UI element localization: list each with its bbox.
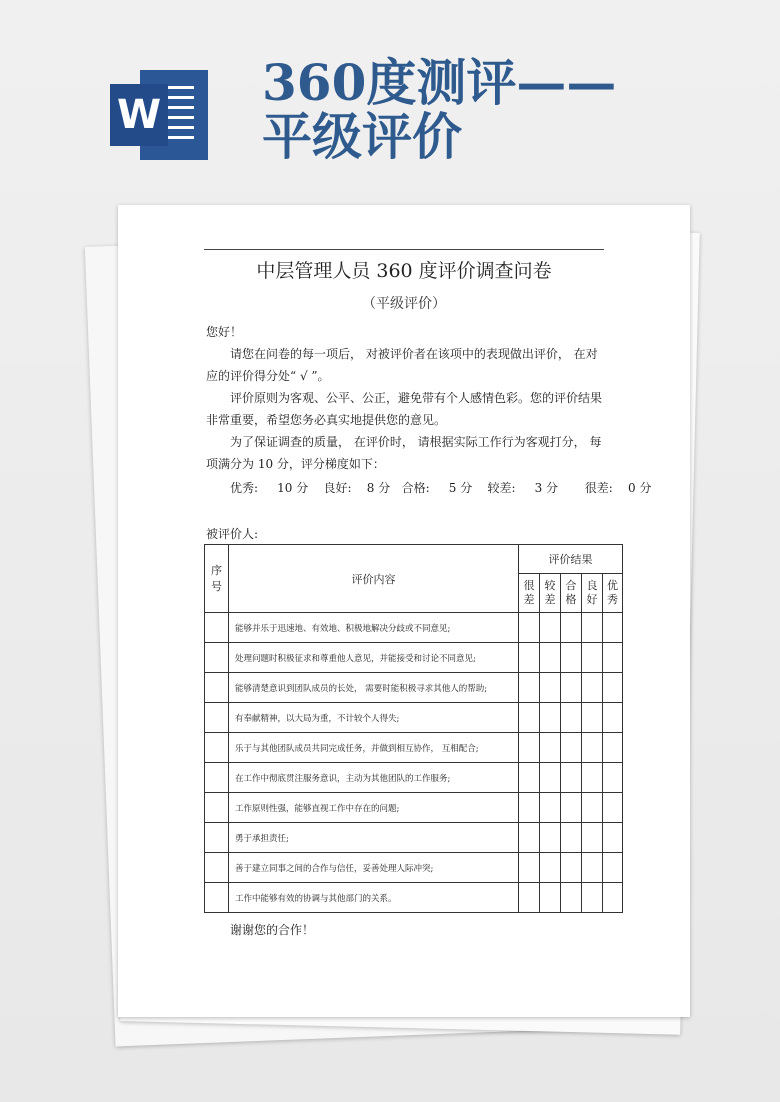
seq-cell [205, 703, 229, 733]
criterion-cell: 在工作中彻底贯注服务意识，主动为其他团队的工作服务; [229, 763, 519, 793]
score-cell[interactable] [561, 673, 582, 703]
grade-header: 较差 [540, 574, 561, 613]
score-cell[interactable] [582, 673, 603, 703]
score-scale: 优秀: 10 分 良好: 8 分 合格: 5 分 较差: 3 分 很差: 0 分 [230, 481, 652, 495]
score-cell[interactable] [582, 763, 603, 793]
table-row [205, 853, 623, 883]
seq-cell [205, 643, 229, 673]
criterion-cell: 有奉献精神，以大局为重，不计较个人得失; [229, 703, 519, 733]
greeting: 您好！ [206, 325, 243, 339]
score-cell[interactable] [540, 793, 561, 823]
criterion-cell: 工作原则性强，能够直视工作中存在的问题; [229, 793, 519, 823]
content-header: 评价内容 [229, 545, 519, 613]
seq-cell [205, 763, 229, 793]
score-cell[interactable] [540, 673, 561, 703]
word-icon [110, 70, 208, 160]
score-cell[interactable] [603, 673, 623, 703]
score-cell[interactable] [582, 613, 603, 643]
closing-text: 谢谢您的合作！ [230, 923, 315, 937]
page-title-line1: 360度测评—— [262, 53, 617, 112]
score-cell[interactable] [519, 673, 540, 703]
criterion-cell: 善于建立同事之间的合作与信任，妥善处理人际冲突; [229, 853, 519, 883]
score-cell[interactable] [540, 613, 561, 643]
score-cell[interactable] [519, 853, 540, 883]
score-cell[interactable] [603, 883, 623, 913]
criterion-cell: 处理问题时积极征求和尊重他人意见，并能接受和讨论不同意见; [229, 643, 519, 673]
score-cell[interactable] [603, 793, 623, 823]
score-cell[interactable] [540, 733, 561, 763]
table-row [205, 673, 623, 703]
grade-header: 优秀 [603, 574, 623, 613]
score-cell[interactable] [519, 883, 540, 913]
criterion-cell: 乐于与其他团队成员共同完成任务，并做到相互协作， 互相配合; [229, 733, 519, 763]
score-cell[interactable] [519, 763, 540, 793]
seq-cell [205, 793, 229, 823]
document-subtitle: （平级评价） [362, 296, 446, 312]
instruction-paragraph: 请您在问卷的每一项后， 对被评价者在该项中的表现做出评价， 在对应的评价得分处“ √ ”。 [206, 347, 598, 383]
score-cell[interactable] [519, 613, 540, 643]
score-cell[interactable] [540, 643, 561, 673]
criterion-cell: 能够并乐于迅速地、有效地、积极地解决分歧或不同意见; [229, 613, 519, 643]
scoring-paragraph: 为了保证调查的质量， 在评价时， 请根据实际工作行为客观打分， 每项满分为 10 分，评分梯度如下： [206, 435, 602, 471]
table-row [205, 733, 623, 763]
score-cell[interactable] [540, 763, 561, 793]
score-cell[interactable] [603, 613, 623, 643]
score-cell[interactable] [540, 853, 561, 883]
seq-header: 序号 [205, 545, 229, 613]
score-cell[interactable] [519, 823, 540, 853]
table-row [205, 823, 623, 853]
criterion-cell: 工作中能够有效的协调与其他部门的关系。 [229, 883, 519, 913]
score-cell[interactable] [603, 643, 623, 673]
seq-cell [205, 883, 229, 913]
score-cell[interactable] [561, 763, 582, 793]
score-cell[interactable] [540, 883, 561, 913]
score-cell[interactable] [582, 703, 603, 733]
score-cell[interactable] [561, 703, 582, 733]
table-row [205, 643, 623, 673]
score-cell[interactable] [582, 853, 603, 883]
score-cell[interactable] [519, 643, 540, 673]
score-cell[interactable] [603, 853, 623, 883]
score-cell[interactable] [561, 793, 582, 823]
score-cell[interactable] [519, 793, 540, 823]
document-page [118, 205, 690, 1017]
table-row [205, 703, 623, 733]
criterion-cell: 勇于承担责任; [229, 823, 519, 853]
grade-header: 良好 [582, 574, 603, 613]
grade-header: 很差 [519, 574, 540, 613]
score-cell[interactable] [561, 613, 582, 643]
score-cell[interactable] [603, 703, 623, 733]
score-cell[interactable] [540, 703, 561, 733]
score-cell[interactable] [519, 703, 540, 733]
score-cell[interactable] [582, 643, 603, 673]
score-cell[interactable] [519, 733, 540, 763]
seq-cell [205, 853, 229, 883]
table-row [205, 793, 623, 823]
result-header: 评价结果 [519, 545, 623, 574]
seq-cell [205, 673, 229, 703]
score-cell[interactable] [603, 733, 623, 763]
table-row [205, 613, 623, 643]
criterion-cell: 能够清楚意识到团队成员的长处， 需要时能积极寻求其他人的帮助; [229, 673, 519, 703]
score-cell[interactable] [582, 733, 603, 763]
seq-cell [205, 733, 229, 763]
score-cell[interactable] [561, 643, 582, 673]
principle-paragraph: 评价原则为客观、公平、公正，避免带有个人感情色彩。您的评价结果非常重要，希望您务必真实地提供您的意见。 [206, 391, 603, 427]
page-title-line2: 平级评价 [262, 107, 462, 166]
word-letter: W [110, 84, 168, 146]
score-cell[interactable] [582, 793, 603, 823]
document-title: 中层管理人员 360 度评价调查问卷 [204, 249, 604, 283]
score-cell[interactable] [582, 823, 603, 853]
score-cell[interactable] [540, 823, 561, 853]
grade-header: 合格 [561, 574, 582, 613]
score-cell[interactable] [561, 853, 582, 883]
score-cell[interactable] [561, 883, 582, 913]
seq-cell [205, 613, 229, 643]
evaluatee-label: 被评价人: [206, 527, 259, 541]
score-cell[interactable] [582, 883, 603, 913]
score-cell[interactable] [603, 763, 623, 793]
score-cell[interactable] [561, 823, 582, 853]
evaluation-table [204, 544, 623, 913]
table-row [205, 883, 623, 913]
seq-cell [205, 823, 229, 853]
score-cell[interactable] [561, 733, 582, 763]
score-cell[interactable] [603, 823, 623, 853]
table-row [205, 763, 623, 793]
